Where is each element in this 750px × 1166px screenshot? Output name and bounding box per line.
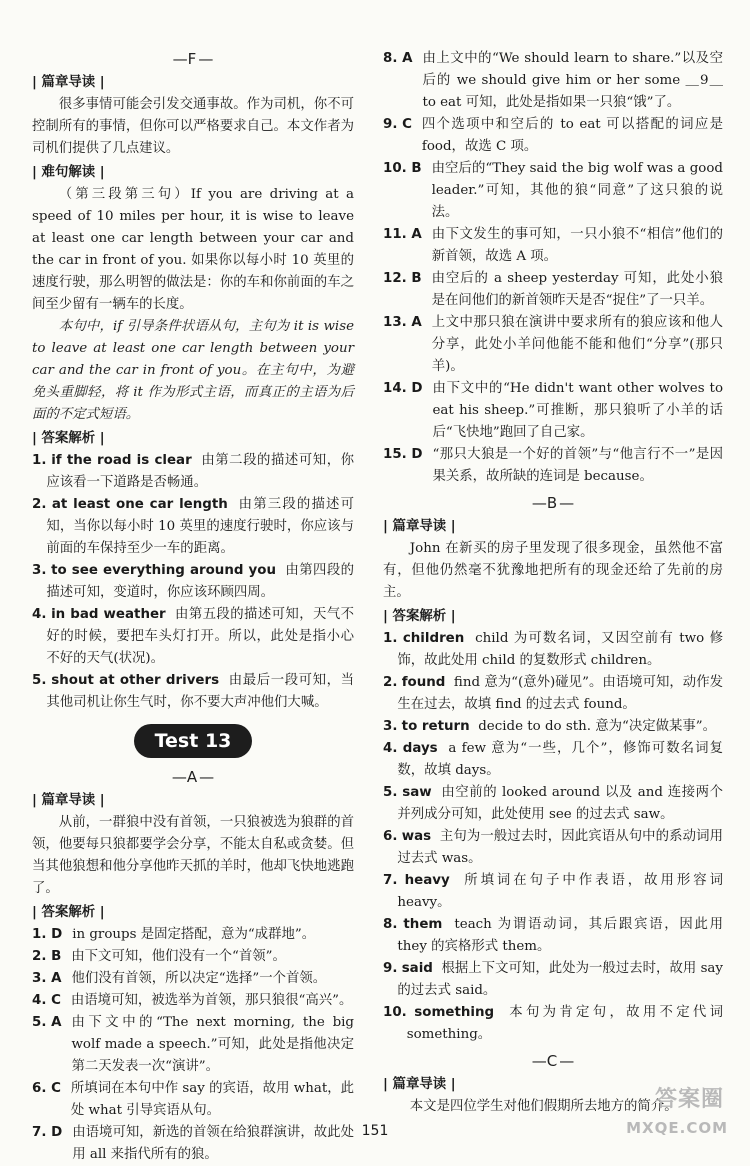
answer-explanation: 由第五段的描述可知，天气不好的时候，要把车头灯打开。所以，此处是指小心不好的天气(状况)。 [46, 607, 355, 666]
answer-explanation: 由下文中的“He didn't want other wolves to eat his sheep.”可推断，那只狼听了小羊的话后“飞快地”跑回了自己家。 [432, 381, 723, 440]
answer-key: something [414, 1005, 495, 1020]
answer-explanation: 由上文中的“We should learn to share.”以及空后的 we should give him or her some ＿9＿ to eat 可知，此处是指如果一只狼“饿”了。 [422, 51, 723, 110]
answer-number: 9. C [383, 117, 412, 132]
answer-number: 2. B [32, 949, 62, 964]
f-daodu-label: | 篇章导读 | [32, 75, 105, 90]
answer-explanation: 本句为肯定句，故用不定代词 something。 [406, 1005, 723, 1042]
a-answer-12 [383, 268, 723, 312]
answer-explanation: 四个选项中和空后的 to eat 可以搭配的词应是 food，故选 C 项。 [421, 117, 723, 154]
a-answer-6 [32, 1078, 354, 1122]
answer-number: 5. [383, 785, 398, 800]
answer-number: 3. [383, 719, 398, 734]
answer-explanation: 由语境可知，新选的首领在给狼群演讲，故此处用 all 来指代所有的狼。 [72, 1125, 354, 1162]
a-answer-11 [383, 224, 723, 268]
answer-number: 6. [383, 829, 398, 844]
a-answer-9 [383, 114, 723, 158]
b-answer-1 [383, 628, 723, 672]
b-answer-6 [383, 826, 723, 870]
answer-key: heavy [404, 873, 450, 888]
right-column [383, 48, 723, 1118]
answer-key: children [402, 631, 465, 646]
answer-key: said [401, 961, 433, 976]
test-badge: Test 13 [134, 724, 252, 758]
answer-number: 3. A [32, 971, 62, 986]
answer-number: 2. [383, 675, 398, 690]
answer-number: 10. [383, 1005, 407, 1020]
a-answer-10 [383, 158, 723, 224]
section-a-heading: —A— [171, 768, 215, 786]
answer-explanation: decide to do sth. 意为“决定做某事”。 [478, 719, 717, 734]
answer-explanation: child 为可数名词，又因空前有 two 修饰，故此处用 child 的复数形式 children。 [397, 631, 724, 668]
answer-number: 8. [383, 917, 398, 932]
answer-number: 12. B [383, 271, 422, 286]
b-daodu-label: | 篇章导读 | [383, 519, 456, 534]
f-note-text: 本句中，if 引导条件状语从句，主句为 it is wise to leave at least one car length between your car and the car in front of you。在主句中，为避免头重脚轻，将 it 作为形式主语，而真正的主语为后面的不定式短语。 [32, 319, 354, 422]
b-answer-2 [383, 672, 723, 716]
answer-explanation: 由空前的 looked around 以及 and 连接两个并列成分可知，此处使用 see 的过去式 saw。 [397, 785, 724, 822]
left-column [32, 48, 354, 1166]
answer-explanation: in groups 是固定搭配，意为“成群地”。 [72, 927, 316, 942]
answer-number: 1. [32, 453, 47, 468]
answer-key: found [401, 675, 446, 690]
answer-key: shout at other drivers [51, 673, 220, 688]
section-b-heading: —B— [531, 494, 575, 512]
answer-explanation: 根据上下文可知，此处为一般过去时，故用 say 的过去式 said。 [397, 961, 723, 998]
a-answer-13 [383, 312, 723, 378]
b-answer-7 [383, 870, 723, 914]
a-answer-14 [383, 378, 723, 444]
a-answer-2 [32, 946, 354, 968]
answer-text [46, 670, 354, 714]
answer-text [397, 958, 723, 1002]
answer-explanation: 由下文发生的事可知，一只小狼不“相信”他们的新首领，故选 A 项。 [431, 227, 723, 264]
answer-text [397, 826, 723, 870]
answer-number: 14. D [383, 381, 423, 396]
answer-number: 10. B [383, 161, 422, 176]
a-answer-3 [32, 968, 354, 990]
answer-key: days [402, 741, 438, 756]
f-nanju-text: （第三段第三句）If you are driving at a speed of 10 miles per hour, it is wise to leave at least one car length between your car and the car in front of you. 如果你以每小时 10 英里的速度行驶，那么明智的做法是：你的车和你前面的车之间至少留有一辆车的长度。 [32, 187, 354, 312]
b-answer-9 [383, 958, 723, 1002]
answer-key: saw [402, 785, 432, 800]
answer-number: 7. D [32, 1125, 63, 1140]
answer-number: 2. [32, 497, 47, 512]
f-nanju-label: | 难句解读 | [32, 165, 105, 180]
c-daodu-text: 本文是四位学生对他们假期所去地方的简介。 [409, 1099, 678, 1114]
answer-number: 5. A [32, 1015, 62, 1030]
answer-number: 1. D [32, 927, 63, 942]
b-daodu-text: John 在新买的房子里发现了很多现金，虽然他不富有，但他仍然毫不犹豫地把所有的现金还给了先前的房主。 [383, 541, 723, 600]
answer-key: to see everything around you [51, 563, 276, 578]
answer-explanation: teach 为谓语动词，其后跟宾语，因此用 they 的宾格形式 them。 [397, 917, 723, 954]
a-answer-15 [383, 444, 723, 488]
b-answer-10 [383, 1002, 723, 1046]
answer-explanation: 由第四段的描述可知，变道时，你应该环顾四周。 [46, 563, 355, 600]
answer-explanation: 由最后一段可知，当其他司机让你生气时，你不要大声冲他们大喊。 [46, 673, 355, 710]
f-answer-2 [32, 494, 354, 560]
f-answer-3 [32, 560, 354, 604]
b-answer-4 [383, 738, 723, 782]
answer-number: 4. [383, 741, 398, 756]
b-answer-label: | 答案解析 | [383, 609, 456, 624]
answer-text [46, 450, 354, 494]
section-f-heading: —F— [172, 50, 214, 68]
answer-number: 15. D [383, 447, 423, 462]
answer-key: them [403, 917, 443, 932]
answer-text [46, 560, 354, 604]
a-daodu-text: 从前，一群狼中没有首领，一只狼被选为狼群的首领，他要每只狼都要学会分享，不能太自私或贪婪。但当其他狼想和他分享他昨天抓的羊时，他却飞快地逃跑了。 [32, 815, 354, 896]
f-answer-5 [32, 670, 354, 714]
a-answer-8 [383, 48, 723, 114]
answer-number: 3. [32, 563, 47, 578]
b-answer-8 [383, 914, 723, 958]
answer-key: was [401, 829, 432, 844]
answer-text [397, 870, 723, 914]
f-answer-1 [32, 450, 354, 494]
answer-number: 13. A [383, 315, 422, 330]
a-answer-5 [32, 1012, 354, 1078]
answer-explanation: 所填词在句子中作表语，故用形容词 heavy。 [397, 873, 723, 910]
a-daodu-label: | 篇章导读 | [32, 793, 105, 808]
answer-text [46, 604, 354, 670]
answer-explanation: 所填词在本句中作 say 的宾语，故用 what，此处 what 引导宾语从句。 [70, 1081, 354, 1118]
b-answer-5 [383, 782, 723, 826]
answer-number: 4. C [32, 993, 61, 1008]
answer-text [407, 1002, 723, 1046]
answer-explanation: 由下文中的“The next morning, the big wolf made a speech.”可知，此处是指他决定第二天发表一次“演讲”。 [71, 1015, 354, 1074]
answer-explanation: 由下文可知，他们没有一个“首领”。 [71, 949, 286, 964]
answer-number: 11. A [383, 227, 422, 242]
answer-text [46, 494, 354, 560]
answer-number: 1. [383, 631, 398, 646]
answer-text [397, 738, 723, 782]
watermark-logo [604, 1089, 732, 1141]
answer-explanation: “那只大狼是一个好的首领”与“他言行不一”是因果关系，故所缺的连词是 because。 [432, 447, 723, 484]
answer-number: 7. [383, 873, 398, 888]
f-answer-label: | 答案解析 | [32, 431, 105, 446]
answer-explanation: 他们没有首领，所以决定“选择”一个首领。 [71, 971, 327, 986]
b-answer-3 [383, 716, 723, 738]
answer-explanation: 主句为一般过去时，因此宾语从句中的系动词用过去式 was。 [397, 829, 724, 866]
watermark-line-2: MXQE.COM [626, 1119, 728, 1137]
watermark-line-1: 答案圈 [654, 1087, 724, 1112]
answer-number: 8. A [383, 51, 413, 66]
answer-text [397, 716, 723, 738]
a-answer-1 [32, 924, 354, 946]
answer-text [397, 628, 723, 672]
answer-explanation: 由第三段的描述可知，当你以每小时 10 英里的速度行驶时，你应该与前面的车保持至少一车的距离。 [46, 497, 354, 556]
page-number: 151 [361, 1123, 389, 1139]
answer-explanation: 上文中那只狼在演讲中要求所有的狼应该和他人分享，此处小羊问他能不能和他们“分享”(那只羊)。 [431, 315, 723, 374]
answer-explanation: find 意为“(意外)碰见”。由语境可知，动作发生在过去，故填 find 的过去式 found。 [397, 675, 723, 712]
answer-explanation: a few 意为“一些，几个”，修饰可数名词复数，故填 days。 [397, 741, 723, 778]
answer-explanation: 由第二段的描述可知，你应该看一下道路是否畅通。 [46, 453, 355, 490]
answer-key: in bad weather [51, 607, 166, 622]
a-answer-4 [32, 990, 354, 1012]
answer-key: to return [401, 719, 470, 734]
answer-text [397, 672, 723, 716]
answer-key: if the road is clear [51, 453, 192, 468]
answer-key: at least one car length [51, 497, 228, 512]
f-answer-4 [32, 604, 354, 670]
answer-text [397, 782, 723, 826]
answer-number: 6. C [32, 1081, 61, 1096]
section-c-heading: —C— [531, 1052, 575, 1070]
answer-number: 9. [383, 961, 398, 976]
answer-text [397, 914, 723, 958]
c-daodu-label: | 篇章导读 | [383, 1077, 456, 1092]
a-answer-label: | 答案解析 | [32, 905, 105, 920]
answer-number: 4. [32, 607, 47, 622]
answer-explanation: 由空后的 a sheep yesterday 可知，此处小狼是在问他们的新首领昨天是否“捉住”了一只羊。 [431, 271, 723, 308]
answer-explanation: 由空后的“They said the big wolf was a good leader.”可知，其他的狼“同意”了这只狼的说法。 [431, 161, 723, 220]
answer-number: 5. [32, 673, 47, 688]
answer-explanation: 由语境可知，被选举为首领，那只狼很“高兴”。 [70, 993, 353, 1008]
f-daodu-text: 很多事情可能会引发交通事故。作为司机，你不可控制所有的事情，但你可以严格要求自己。本文作者为司机们提供了几点建议。 [32, 97, 354, 156]
